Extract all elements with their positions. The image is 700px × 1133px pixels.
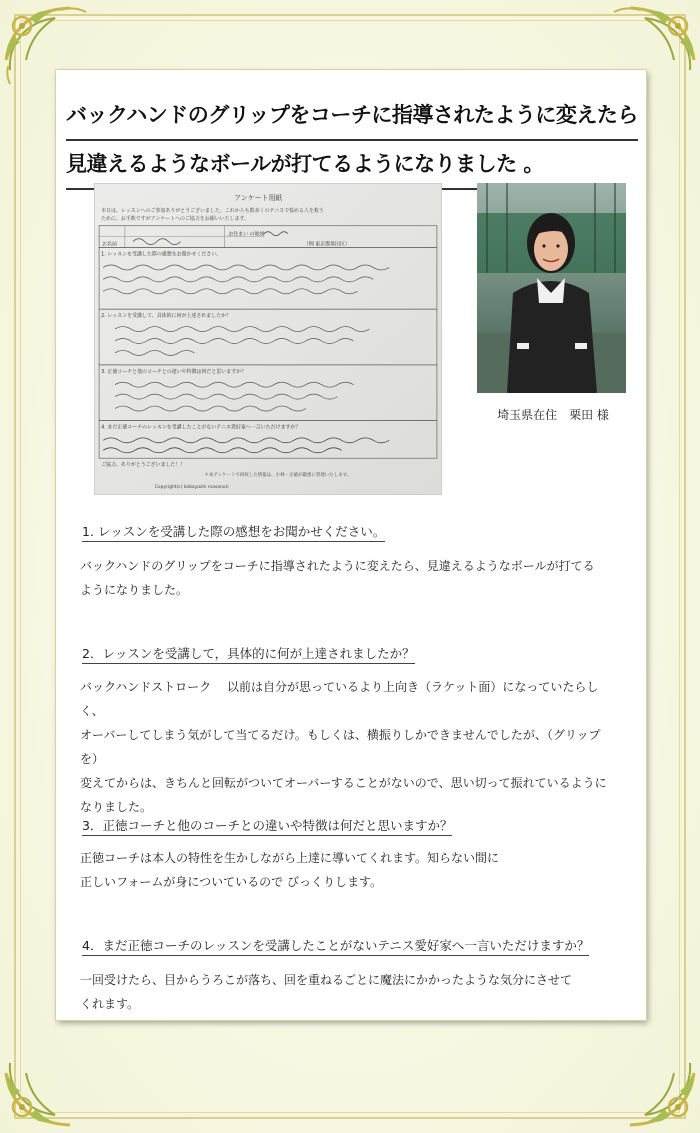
corner-ornament-bottom-left — [0, 1043, 110, 1133]
testimonial-card — [56, 70, 646, 1020]
survey-question-2: 2. レッスンを受講して、具体的に何が上達されましたか？ — [101, 313, 232, 320]
headline-line-2: 見違えるようなボールが打てるようになりました 。 — [66, 141, 544, 190]
survey-question-1: 1. レッスンを受講した際の感想をお聞かせください。 — [101, 251, 222, 258]
answer-3: 正徳コーチは本人の特性を生かしながら上達に導いてくれます。知らない間に 正しいフォームが身についているので びっくりします。 — [80, 851, 500, 889]
survey-question-3: 3. 正徳コーチと他のコーチとの違いや特徴は何だと思いますか？ — [101, 368, 247, 375]
headline-line-1: バックハンドのグリップをコーチに指導されたように変えたら — [66, 92, 638, 141]
question-4: 4．まだ正徳コーチのレッスンを受講したことがないテニス愛好家へ一言いただけますか？ — [82, 936, 589, 954]
survey-name-label: お名前 — [102, 241, 117, 248]
survey-footer: ＊本アンケートで回収した情報は、小林・正徳が厳重に管理いたします。 — [204, 473, 352, 479]
survey-address-label: お住まい の地域 — [228, 231, 265, 238]
answer-1: バックハンドのグリップをコーチに指導されたように変えたら、見違えるようなボールが打てる ようになりました。 — [80, 559, 595, 597]
headline — [66, 92, 636, 190]
survey-question-4: 4. まだ正徳コーチのレッスンを受講したことがないテニス愛好家へ一言いただけますか？ — [101, 424, 301, 431]
survey-intro-2: ために、お手数ですがアンケートへのご協力をお願いいたします。 — [101, 215, 249, 222]
survey-thanks: ご協力、ありがとうございました！！ — [101, 462, 186, 469]
survey-copyright: Copyright(c) kobayashi masanori — [154, 485, 229, 491]
question-3: 3．正徳コーチと他のコーチとの違いや特徴は何だと思いますか？ — [82, 816, 452, 834]
survey-form-title: アンケート用紙 — [234, 193, 283, 202]
corner-ornament-bottom-right — [590, 1043, 700, 1133]
customer-photo — [477, 183, 626, 393]
question-1: 1. レッスンを受講した際の感想をお聞かせください。 — [82, 522, 385, 540]
survey-sheet-image — [94, 183, 442, 495]
question-2: 2．レッスンを受講して，具体的に何が上達されましたか？ — [82, 644, 415, 662]
customer-caption: 埼玉県在住 栗田 様 — [497, 408, 609, 422]
answer-2: バックハンドストローク 以前は自分が思っているより上向き（ラケット面）になっていたらしく、 オーバーしてしまう気がして当てるだけ。もしくは、横振りしかできませんでしたが、（グリップを） 変えてからは、きちんと回転がついてオーバーすることがないので、思い切って振れているように なりました。 — [80, 680, 607, 814]
answer-4: 一回受けたら、目からうろこが落ち、回を重ねるごとに魔法にかかったような気分にさせて くれます。 — [80, 973, 573, 1011]
survey-intro: 本日は、レッスンへのご参加ありがとうございました。これからも数多くのテニスで悩める人を救う — [101, 207, 324, 214]
survey-address-example: （例 東京都墨田区） — [303, 241, 350, 248]
